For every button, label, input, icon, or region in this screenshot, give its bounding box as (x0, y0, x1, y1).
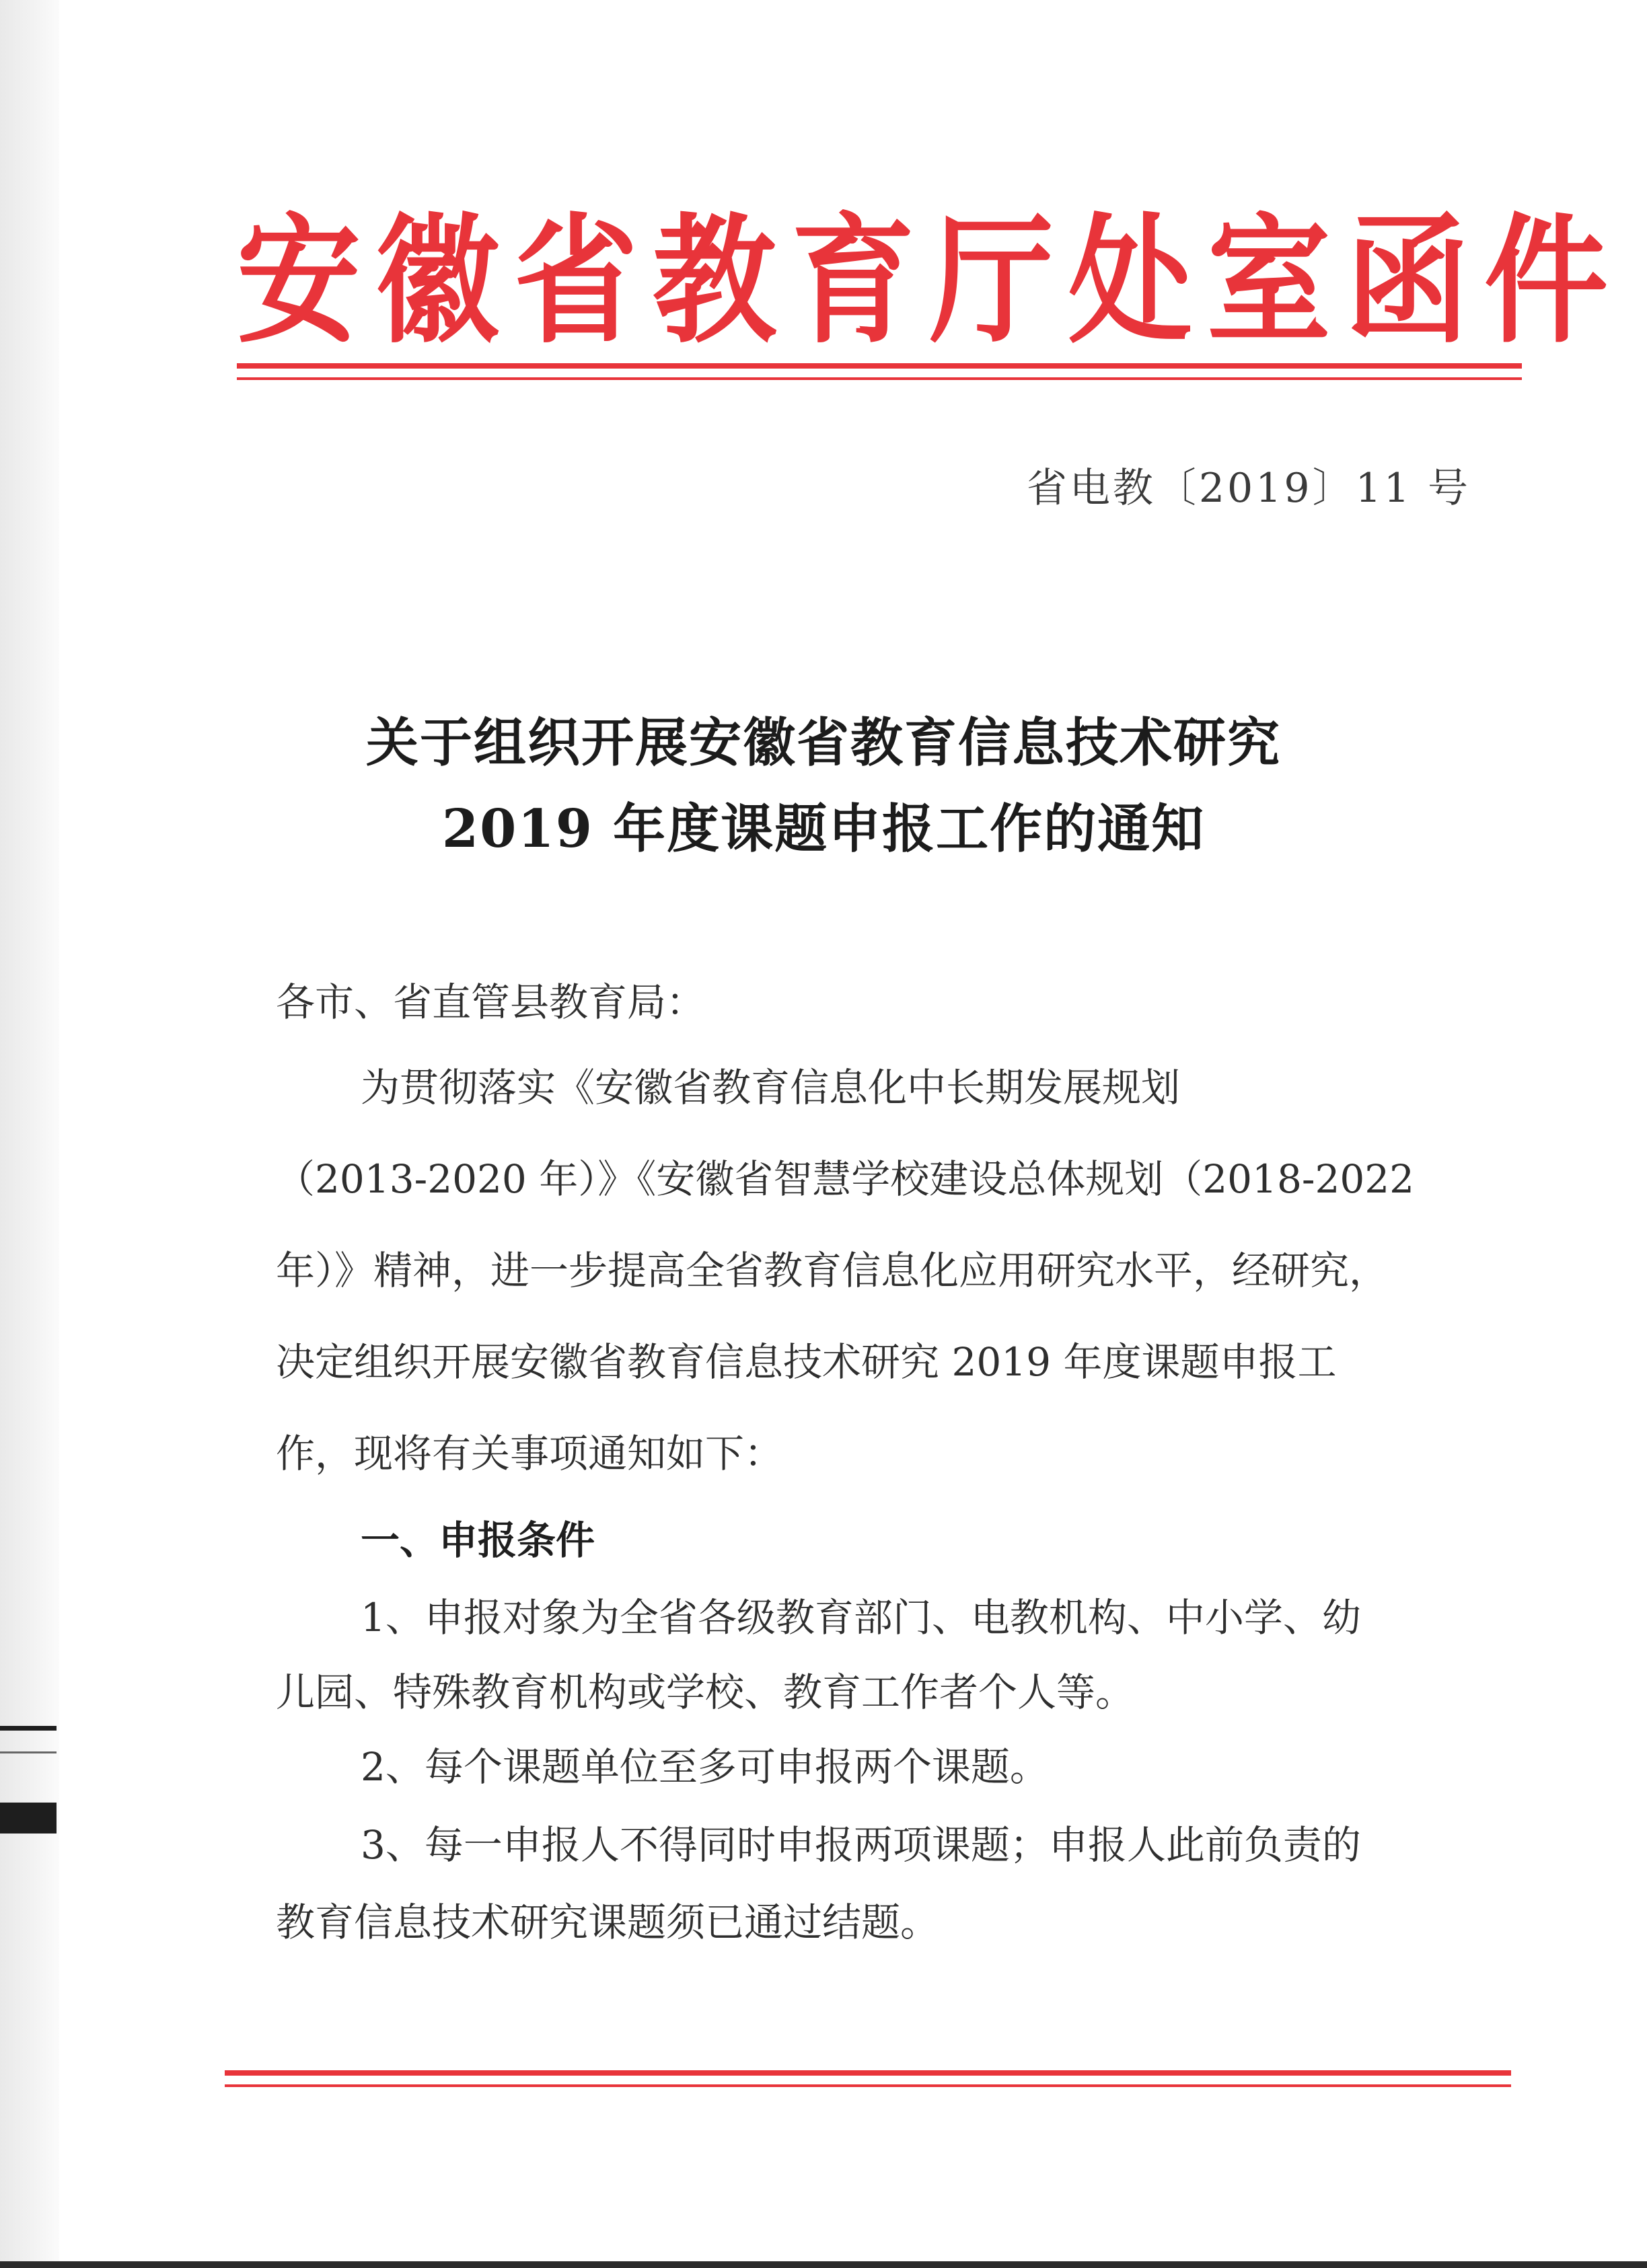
letterhead-rule-thin (237, 377, 1522, 380)
section-line: 3、每一申报人不得同时申报两项课题；申报人此前负责的 (361, 1822, 1361, 1868)
section-line: 儿园、特殊教育机构或学校、教育工作者个人等。 (276, 1669, 1135, 1715)
section-line: 教育信息技术研究课题须已通过结题。 (276, 1899, 940, 1945)
intro-line: 年）》精神，进一步提高全省教育信息化应用研究水平，经研究， (276, 1248, 1389, 1293)
scan-bottom-edge (0, 2261, 1647, 2268)
scan-mark (0, 1751, 57, 1753)
scan-edge-shadow (0, 0, 59, 2268)
footer-rule-thin (225, 2084, 1511, 2087)
notice-title-line-1: 关于组织开展安徽省教育信息技术研究 (365, 712, 1281, 773)
letterhead-rule-thick (237, 363, 1522, 369)
section-line: 1、申报对象为全省各级教育部门、电教机构、中小学、幼 (361, 1595, 1361, 1640)
notice-title-line-2: 2019 年度课题申报工作的通知 (441, 798, 1206, 860)
salutation: 各市、省直管县教育局： (276, 979, 706, 1025)
footer-rule-thick (225, 2070, 1511, 2076)
document-number: 省电教〔2019〕11 号 (1026, 465, 1471, 512)
scan-mark (0, 1726, 57, 1731)
intro-line: 作，现将有关事项通知如下： (276, 1431, 784, 1476)
letterhead-title: 安徽省教育厅处室函件 (237, 200, 1623, 363)
section-heading: 一、申报条件 (361, 1517, 595, 1563)
section-line: 2、每个课题单位至多可申报两个课题。 (361, 1744, 1049, 1790)
intro-line: 决定组织开展安徽省教育信息技术研究 2019 年度课题申报工 (276, 1339, 1337, 1385)
scan-mark (0, 1803, 57, 1834)
intro-line: 为贯彻落实《安徽省教育信息化中长期发展规划 (361, 1065, 1181, 1110)
intro-line: （2013-2020 年）》《安徽省智慧学校建设总体规划（2018-2022 (276, 1156, 1415, 1202)
